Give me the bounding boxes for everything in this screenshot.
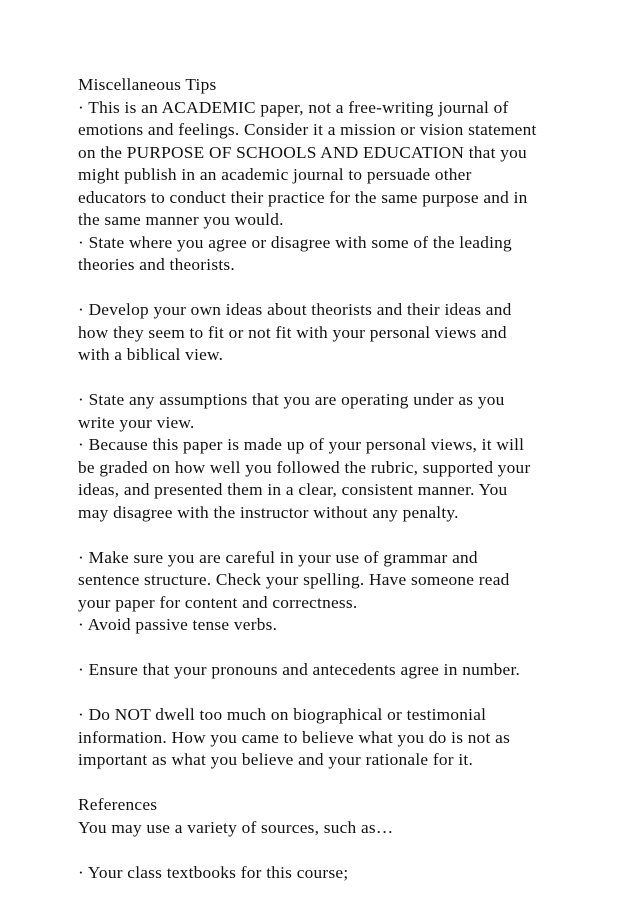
- text-line: be graded on how well you followed the rubric, supported your: [78, 457, 531, 477]
- text-line: might publish in an academic journal to persuade other: [78, 165, 472, 184]
- text-line: may disagree with the instructor without any penalty.: [78, 502, 459, 522]
- text-line: sentence structure. Check your spelling. Have someone read: [78, 570, 510, 589]
- text-line: emotions and feelings. Consider it a mission or vision statement: [78, 120, 537, 139]
- text-line: · Develop your own ideas about theorists and their ideas and: [78, 300, 512, 319]
- blank-line: [78, 524, 618, 547]
- blank-line: [78, 839, 618, 862]
- text-line: You may use a variety of sources, such as…: [78, 817, 394, 837]
- text-line: · Ensure that your pronouns and antecedents agree in number.: [78, 660, 521, 679]
- text-line: · State where you agree or disagree with some of the leading: [78, 232, 512, 252]
- text-line: Miscellaneous Tips: [78, 75, 217, 94]
- text-line: on the PURPOSE OF SCHOOLS AND EDUCATION that you: [78, 142, 527, 162]
- text-line: · This is an ACADEMIC paper, not a free-writing journal of: [78, 97, 509, 117]
- text-line: educators to conduct their practice for the same purpose and in: [78, 187, 528, 207]
- text-line: · State any assumptions that you are operating under as you: [78, 390, 505, 409]
- text-line: important as what you believe and your rationale for it.: [78, 750, 474, 769]
- text-line: how they seem to fit or not fit with your personal views and: [78, 322, 507, 342]
- document-body: [78, 74, 618, 884]
- text-line: ideas, and presented them in a clear, consistent manner. You: [78, 480, 508, 499]
- blank-line: [78, 682, 618, 705]
- text-line: theories and theorists.: [78, 255, 235, 274]
- blank-line: [78, 772, 618, 795]
- text-line: with a biblical view.: [78, 345, 224, 364]
- text-line: information. How you came to believe what you do is not as: [78, 727, 511, 747]
- text-line: write your view.: [78, 412, 195, 432]
- text-line: · Because this paper is made up of your personal views, it will: [78, 435, 525, 454]
- text-line: · Your class textbooks for this course;: [78, 862, 349, 882]
- text-line: your paper for content and correctness.: [78, 592, 358, 612]
- blank-line: [78, 367, 618, 390]
- blank-line: [78, 277, 618, 300]
- text-line: References: [78, 795, 158, 814]
- blank-line: [78, 637, 618, 660]
- text-line: · Do NOT dwell too much on biographical or testimonial: [78, 705, 487, 724]
- text-line: · Make sure you are careful in your use of grammar and: [78, 547, 478, 567]
- text-line: · Avoid passive tense verbs.: [78, 615, 278, 634]
- text-line: the same manner you would.: [78, 210, 284, 229]
